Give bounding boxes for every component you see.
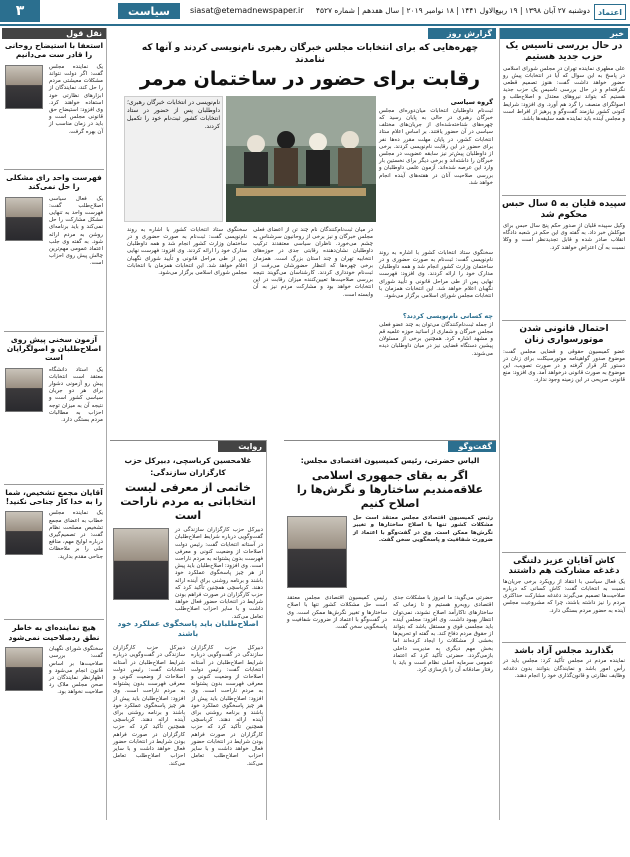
photo-caption: نام‌نویسی در انتخابات خبرگان رهبری؛ داوطلبان پس از حضور در ستاد انتخابات کشور ثبت‌نام خود را تکمیل کردند. bbox=[124, 96, 223, 222]
brief-headline: کاش آقایان عزیز دلتنگی دغدغه مشارکت هم داشتند bbox=[508, 555, 620, 577]
lead-text-column bbox=[376, 96, 496, 459]
lead-overline: چهره‌هایی که برای انتخابات مجلس خبرگان رهبری نام‌نویسی کردند و آنها که ننامدند bbox=[141, 43, 479, 65]
brief-headline: احتمال قانونی شدن موتورسواری زنان bbox=[519, 324, 609, 346]
karbaschi-story bbox=[110, 440, 267, 820]
brief-headline: سپیده قلیان به ۵ سال حبس محکوم شد bbox=[502, 198, 626, 220]
interview-kicker: گفت‌وگو bbox=[448, 441, 496, 452]
page-number: ۳ bbox=[0, 0, 40, 22]
karbaschi-portrait bbox=[113, 528, 169, 600]
quote-row bbox=[2, 365, 106, 481]
newspaper-logo: اعتماد bbox=[594, 4, 626, 20]
news-briefs-column bbox=[499, 28, 628, 820]
interview-intro: رئیس کمیسیون اقتصادی مجلس معتقد است حل مشکلات کشور تنها با اصلاح ساختارها و تغییر نگرش‌ها ممکن است. وی در گفت‌وگو با اعتماد از ضرورت شفافیت و پاسخگویی سخن گفت. bbox=[353, 515, 493, 543]
byline: گروه سیاسی bbox=[450, 97, 493, 106]
lead-body-text: در میان ثبت‌نام‌کنندگان نام چند تن از اعضای فعلی مجلس خبرگان و نیز برخی از روحانیون سرشناس به چشم می‌خورد. ناظران سیاسی معتقدند ترکیب داوطلبان نشان‌دهنده رقابتی جدی در حوزه‌های انتخابیه تهران و چند استان بزرگ است. همزمان برخی چهره‌ها که انتظار حضورشان می‌رفت از ثبت‌نام خودداری کردند. کارشناسان می‌گویند نتیجه بررسی صلاحیت‌ها تعیین‌کننده میزان رقابت در این انتخابات خواهد بود و مشارکت مردم نیز به آن وابسته است. bbox=[253, 226, 373, 298]
lead-media-column bbox=[124, 96, 376, 459]
quote-row bbox=[2, 194, 106, 328]
lead-photo-row bbox=[124, 96, 376, 222]
karbaschi-body: دبیرکل حزب کارگزاران سازندگی در گفت‌وگویی درباره شرایط اصلاح‌طلبان در آستانه انتخابات گفت: رئیس دولت اصلاحات از وضعیت کنونی و معرفی فهرست بدون پشتوانه به مردم ناراحت است. وی افزود: اصلاح‌طلبان باید پیش از هر چیز پاسخگوی عملکرد خود باشند و برنامه روشنی برای آینده ارائه دهند. کرباسچی همچنین تأکید کرد که حزب کارگزاران در صورت فراهم بودن شرایط در انتخابات حضور فعال خواهد داشت و با سایر احزاب اصلاح‌طلب تعامل می‌کند. bbox=[191, 645, 263, 767]
interview-body: رئیس کمیسیون اقتصادی مجلس معتقد است حل مشکلات کشور تنها با اصلاح ساختارها و تغییر نگرش‌ها ممکن است. وی در گفت‌وگو با اعتماد از ضرورت شفافیت و پاسخگویی سخن گفت. bbox=[287, 595, 387, 631]
karbaschi-body: دبیرکل حزب کارگزاران سازندگی در گفت‌وگویی درباره شرایط اصلاح‌طلبان در آستانه انتخابات گفت: رئیس دولت اصلاحات از وضعیت کنونی و معرفی فهرست بدون پشتوانه به مردم ناراحت است. وی افزود: اصلاح‌طلبان باید پیش از هر چیز پاسخگوی عملکرد خود باشند و برنامه روشنی برای آینده ارائه دهند. کرباسچی همچنین تأکید کرد که حزب کارگزاران در صورت فراهم بودن شرایط در انتخابات حضور فعال خواهد داشت و با سایر احزاب اصلاح‌طلب تعامل می‌کند. bbox=[113, 645, 185, 767]
dateline: دوشنبه ۲۷ آبان ۱۳۹۸ | ۱۹ ربیع‌الاول ۱۴۴۱ | ۱۸ نوامبر ۲۰۱۹ | سال هفدهم | شماره ۴۵۲۷ bbox=[315, 6, 590, 15]
brief-body: علی مطهری نماینده تهران در مجلس شورای اسلامی در پاسخ به این سوال که آیا در انتخابات پیش رو حضور خواهد داشت گفت: هنوز تصمیم قطعی نگرفته‌ام و در حال بررسی تاسیس یک حزب جدید هستیم که بتواند نیروهای معتدل و اصلاح‌طلب و اصولگرای منصف را گرد هم آورد. وی افزود: شرایط کنونی کشور نیازمند گفت‌وگو و پرهیز از افراط است و مجلس آینده باید نماینده همه سلیقه‌ها باشد. bbox=[503, 65, 625, 122]
divider bbox=[502, 195, 626, 196]
karbaschi-kicker: روایت bbox=[218, 441, 266, 452]
divider bbox=[4, 331, 104, 332]
lead-headline: رقابت برای حضور در ساختمان مرمر bbox=[139, 68, 481, 90]
interview-intro-row bbox=[284, 513, 496, 593]
interview-body: حضرتی می‌گوید: ما امروز با مشکلات جدی اقتصادی روبه‌رو هستیم و تا زمانی که ساختارهای ناکارآمد اصلاح نشوند، نمی‌توان انتظار بهبود داشت. وی افزود: مجلس آینده باید مجلسی قوی و مستقل باشد که بتواند از حقوق مردم دفاع کند. به گفته او تحریم‌ها بخشی از مشکلات را ایجاد کرده‌اند اما بخش مهم دیگری به مدیریت داخلی بازمی‌گردد. حضرتی تأکید کرد که اعتماد عمومی سرمایه اصلی نظام است و باید با رفتار صادقانه آن را بازسازی کرد. bbox=[393, 595, 493, 674]
lead-body-text: ثبت‌نام داوطلبان انتخابات میان‌دوره‌ای مجلس خبرگان رهبری در حالی به پایان رسید که چهره‌های شناخته‌شده‌ای از جریان‌های مختلف سیاسی در آن حضور یافتند. بر اساس اعلام ستاد انتخابات کشور، در پایان مهلت مقرر ده‌ها نفر برای حضور در این رقابت نام‌نویسی کردند. برخی از داوطلبان پیش‌تر نیز سابقه عضویت در مجلس خبرگان را داشته‌اند و برخی دیگر برای نخستین بار وارد این عرصه شده‌اند. آزمون علمی داوطلبان و بررسی صلاحیت آنان در هفته‌های آینده انجام خواهد شد. bbox=[379, 107, 493, 186]
interview-headline: اگر به بقای جمهوری اسلامی علاقه‌مندیم ساختارها و نگرش‌ها را اصلاح کنیم bbox=[296, 469, 484, 510]
quote-portrait bbox=[5, 368, 43, 412]
karbaschi-text-row bbox=[110, 643, 266, 847]
quote-body: یک نماینده مجلس گفت: اگر دولت نتواند مشکلات معیشتی مردم را حل کند، نمایندگان از ابزارهای نظارتی خود استفاده خواهند کرد. وی افزود: استیضاح حق قانونی مجلس است و باید در زمان مناسب از آن بهره گرفت. bbox=[49, 63, 103, 135]
lead-subhead: چه کسانی نام‌نویسی کردند؟ bbox=[402, 311, 493, 320]
brief-body: عضو کمیسیون حقوقی و قضایی مجلس گفت: موضوع صدور گواهینامه موتورسیکلت برای زنان در دستور کار قرار گرفته و در صورت تصویب، این موضوع به صورت قانونی درخواهد آمد. وی افزود: منع قانونی صریحی در این زمینه وجود ندارد. bbox=[503, 348, 625, 384]
interview-text-row bbox=[284, 593, 496, 857]
divider bbox=[4, 619, 104, 620]
quote-body: یک استاد دانشگاه معتقد است انتخابات پیش رو آزمونی دشوار برای هر دو جریان سیاسی کشور است و نتیجه آن به میزان توجه احزاب به مطالبات مردم بستگی دارد. bbox=[49, 366, 103, 424]
clerics-group-photo bbox=[226, 96, 376, 222]
brief-body: وکیل سپیده قلیان از صدور حکم پنج سال حبس برای موکلش خبر داد. به گفته وی این حکم در شعبه دادگاه انقلاب صادر شده و قابل تجدیدنظر است و وکلا نسبت به آن اعتراض خواهند کرد. bbox=[503, 223, 625, 251]
karbaschi-photo-row bbox=[110, 525, 266, 620]
brief-body: نماینده مردم در مجلس تأکید کرد: مجلس باید در رأس امور باشد و نمایندگان بتوانند بدون دغدغه وظایف نظارتی و قانون‌گذاری خود را انجام دهند. bbox=[503, 658, 625, 679]
column-kicker: خبر bbox=[500, 28, 628, 39]
interview-overline: الیاس حضرتی، رئیس کمیسیون اقتصادی مجلس: bbox=[300, 456, 480, 465]
lead-body-text: از جمله ثبت‌نام‌کنندگان می‌توان به چند عضو فعلی مجلس خبرگان و شماری از اساتید حوزه علمیه قم و مشهد اشاره کرد. همچنین برخی از مسئولان پیشین دستگاه قضایی نیز در میان داوطلبان دیده می‌شوند. bbox=[379, 321, 493, 357]
quotes-column bbox=[2, 28, 107, 820]
quote-body: یک فعال سیاسی اصلاح‌طلب گفت: فهرست واحد به تنهایی مشکل مشارکت را حل نمی‌کند و باید برنامه‌ای روشن به مردم ارائه شود. به گفته وی جلب اعتماد عمومی مهم‌ترین چالش پیش روی احزاب است. bbox=[49, 195, 103, 267]
quote-headline: آزمون سخنی پیش روی اصلاح‌طلبان و اصولگرایان است bbox=[6, 334, 102, 363]
pull-quote: اصلاح‌طلبان باید پاسخگوی عملکرد خود باشند bbox=[117, 619, 259, 639]
quote-body: یک نماینده مجلس خطاب به اعضای مجمع تشخیص مصلحت نظام گفت: در تصمیم‌گیری درباره لوایح مهم، منافع ملی را بر ملاحظات جناحی مقدم بدارید. bbox=[49, 510, 103, 560]
divider bbox=[4, 169, 104, 170]
photo-illustration bbox=[226, 96, 376, 222]
hazrati-interview bbox=[284, 440, 496, 820]
quote-portrait bbox=[5, 647, 43, 691]
quote-headline: آقایان مجمع تشخیص، شما را به خدا کار جناحی نکنید! bbox=[5, 487, 103, 506]
lead-story bbox=[124, 28, 496, 438]
brief-headline: بگذارید مجلس آزاد باشد bbox=[514, 645, 614, 656]
quote-portrait bbox=[5, 511, 43, 555]
divider bbox=[502, 320, 626, 321]
karbaschi-body: دبیرکل حزب کارگزاران سازندگی در گفت‌وگویی درباره شرایط اصلاح‌طلبان در آستانه انتخابات گفت: رئیس دولت اصلاحات از وضعیت کنونی و معرفی فهرست بدون پشتوانه به مردم ناراحت است. وی افزود: اصلاح‌طلبان باید پیش از هر چیز پاسخگوی عملکرد خود باشند و برنامه روشنی برای آینده ارائه دهند. کرباسچی همچنین تأکید کرد که حزب کارگزاران در صورت فراهم بودن شرایط در انتخابات حضور فعال خواهد داشت و با سایر احزاب اصلاح‌طلب تعامل می‌کند. bbox=[175, 527, 263, 620]
lead-body-text: سخنگوی ستاد انتخابات کشور با اشاره به روند نام‌نویسی گفت: ثبت‌نام به صورت حضوری و در ساختمان وزارت کشور انجام شد و همه داوطلبان مدارک خود را ارائه کردند. وی افزود: فهرست نهایی پس از طی مراحل قانونی و تأیید شورای نگهبان اعلام خواهد شد. این انتخابات همزمان با انتخابات مجلس شورای اسلامی برگزار می‌شود. bbox=[127, 226, 247, 276]
section-title: سیاست bbox=[118, 3, 180, 19]
brief-headline: در حال بررسی تاسیس یک حزب جدید هستیم bbox=[505, 41, 623, 63]
quote-body: سخنگوی شورای نگهبان گفت: بررسی صلاحیت‌ها بر اساس قانون انجام می‌شود و اظهارنظر نمایندگان در صحن مجلس ملاک رد صلاحیت نخواهد بود. bbox=[49, 646, 103, 696]
quote-headline: استعفا با استیضاح روحانی را قادر ست می‌دانیم bbox=[4, 41, 104, 60]
divider bbox=[502, 552, 626, 553]
karbaschi-overline: غلامحسین کرباسچی، دبیرکل حزب کارگزاران سازندگی: bbox=[124, 456, 252, 477]
divider bbox=[4, 484, 104, 485]
quote-portrait bbox=[5, 197, 43, 241]
quote-headline: فهرست واحد رای مشکلی را حل نمی‌کند bbox=[6, 172, 102, 192]
section-email: siasat@etemadnewspaper.ir bbox=[190, 6, 304, 15]
lead-story-body bbox=[124, 96, 496, 459]
divider bbox=[502, 642, 626, 643]
quote-row bbox=[2, 508, 106, 616]
quote-headline: هیچ نماینده‌ای به خاطر نطق ردصلاحیت نمی‌شود bbox=[8, 623, 100, 642]
quote-row bbox=[2, 62, 106, 166]
lead-body-text: سخنگوی ستاد انتخابات کشور با اشاره به روند نام‌نویسی گفت: ثبت‌نام به صورت حضوری و در ساختمان وزارت کشور انجام شد و همه داوطلبان مدارک خود را ارائه کردند. وی افزود: فهرست نهایی پس از طی مراحل قانونی و تأیید شورای نگهبان اعلام خواهد شد. این انتخابات همزمان با انتخابات مجلس شورای اسلامی برگزار می‌شود. bbox=[379, 249, 493, 299]
brief-body: یک فعال سیاسی با انتقاد از رویکرد برخی جریان‌ها نسبت به انتخابات گفت: کاش کسانی که درباره صلاحیت‌ها تصمیم می‌گیرند دغدغه مشارکت حداکثری مردم را نیز داشته باشند، چرا که مشروعیت مجلس آینده به حضور مردم بستگی دارد. bbox=[503, 578, 625, 614]
column-kicker: نقل قول bbox=[2, 28, 106, 39]
hazrati-portrait bbox=[287, 516, 347, 588]
karbaschi-headline: خاتمی از معرفی لیست انتخاباتی به مردم ناراحت است bbox=[120, 481, 256, 522]
quote-portrait bbox=[5, 65, 43, 109]
quote-row bbox=[2, 644, 106, 698]
lead-kicker: گزارش روز bbox=[428, 28, 496, 39]
lead-lower-text bbox=[124, 225, 376, 459]
page-header bbox=[0, 0, 630, 26]
